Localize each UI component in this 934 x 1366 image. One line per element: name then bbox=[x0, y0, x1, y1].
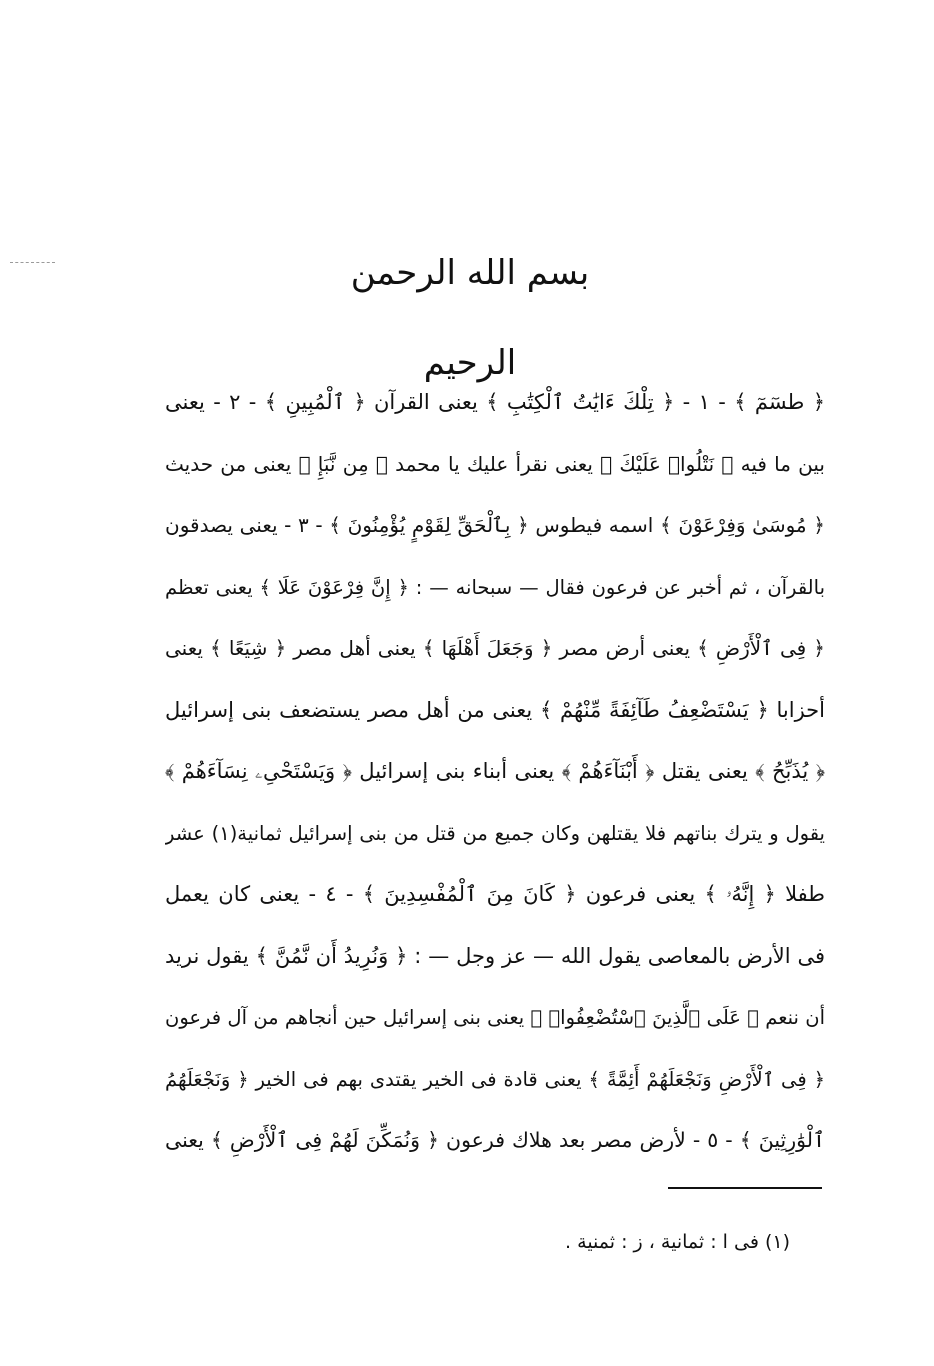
footnote-separator bbox=[668, 1187, 822, 1189]
text-line: ﴿ فِى ٱلْأَرْضِ ﴾ يعنى أرض مصر ﴿ وَجَعَلَ أَهْلَهَا ﴾ يعنى أهل مصر ﴿ شِيَعًا ﴾ يعنى bbox=[165, 636, 825, 660]
text-line: أن ننعم ﴿ عَلَى ٱلَّذِينَ ٱسْتُضْعِفُوا۟ ﴾ يعنى بنى إسرائيل حين أنجاهم من آل فرعون bbox=[165, 1006, 825, 1029]
text-line: ٱلْوَٰرِثِينَ ﴾ - ٥ - لأرض مصر بعد هلاك فرعون ﴿ وَنُمَكِّنَ لَهُمْ فِى ٱلْأَرْضِ ﴾ يعنى bbox=[165, 1128, 825, 1152]
text-line: طفلا ﴿ إِنَّهُۥ ﴾ يعنى فرعون ﴿ كَانَ مِنَ ٱلْمُفْسِدِينَ ﴾ - ٤ - يعنى كان يعمل bbox=[165, 882, 825, 906]
text-line: ﴿ مُوسَىٰ وَفِرْعَوْنَ ﴾ اسمه فيطوس ﴿ بِٱلْحَقِّ لِقَوْمٍ يُؤْمِنُونَ ﴾ - ٣ - يعنى يصدقون bbox=[165, 513, 825, 537]
text-line: بالقرآن ، ثم أخبر عن فرعون فقال — سبحانه — : ﴿ إِنَّ فِرْعَوْنَ عَلَا ﴾ يعنى تعظم bbox=[165, 575, 825, 599]
main-text bbox=[165, 372, 825, 1172]
text-line: فى الأرض بالمعاصى يقول الله — عز وجل — : ﴿ وَنُرِيدُ أَن نَّمُنَّ ﴾ يقول نريد bbox=[165, 943, 825, 968]
text-line: يقول و يترك بناتهم فلا يقتلهن وكان جميع من قتل من بنى إسرائيل ثمانية(١) عشر bbox=[165, 821, 825, 845]
text-line: ﴿ فِى ٱلْأَرْضِ وَنَجْعَلَهُمْ أَئِمَّةً ﴾ يعنى قادة فى الخير يقتدى بهم فى الخير ﴿ وَنَجْعَلَهُمُ bbox=[165, 1067, 825, 1091]
text-line: ﴿ يُذَبِّحُ ﴾ يعنى يقتل ﴿ أَبْنَآءَهُمْ ﴾ يعنى أبناء بنى إسرائيل ﴿ وَيَسْتَحْىِۦ نِسَآءَهُمْ ﴾ bbox=[165, 759, 825, 783]
text-line: ﴿ طسٓمٓ ﴾ - ١ - ﴿ تِلْكَ ءَايَٰتُ ٱلْكِتَٰبِ ﴾ يعنى القرآن ﴿ ٱلْمُبِينِ ﴾ - ٢ - يعنى bbox=[165, 390, 825, 414]
scan-mark bbox=[10, 262, 55, 265]
basmala-heading: بسم الله الرحمن الرحيم bbox=[350, 253, 590, 383]
text-line: أحزابا ﴿ يَسْتَضْعِفُ طَآئِفَةً مِّنْهُمْ ﴾ يعنى من أهل مصر يستضعف بنى إسرائيل bbox=[165, 697, 825, 722]
text-line: بين ما فيه ﴿ نَتْلُوا۟ عَلَيْكَ ﴾ يعنى نقرأ عليك يا محمد ﴿ مِن نَّبَإِ ﴾ يعنى من حديث bbox=[165, 451, 825, 476]
footnote: (١) فى ا : ثمانية ، ز : ثمنية . bbox=[565, 1231, 790, 1253]
